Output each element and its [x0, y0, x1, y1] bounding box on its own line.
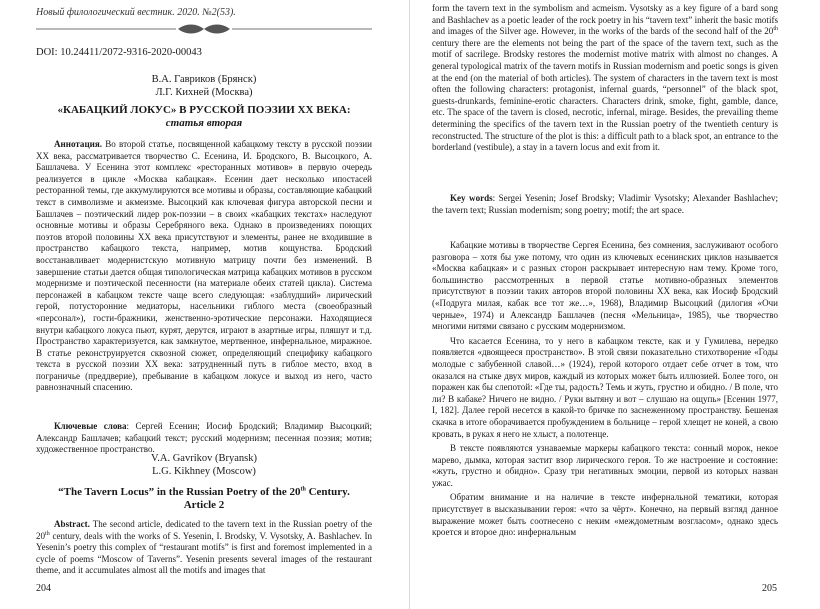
title-en	[36, 486, 372, 512]
title-en-article: Article 2	[183, 499, 225, 511]
abstract-en: Abstract. The second article, dedicated to the tavern text in the Russian poetry of the 20th century, deals with the works of S. Yesenin, I. Brodsky, V. Vysotsky, A. Bashlachev. In Yesenin’s poetry this complex of “restaurant motifs” is first and foremost implemented in a cycle of poems “Moscow of Taverns”. Yesenin presents several images of the restaurant theme, and it accumulates almost all the motifs and images that	[36, 519, 372, 576]
authors-en	[36, 452, 372, 478]
body-paragraph: Обратим внимание и на наличие в тексте инфернальной тематики, которая присутствует в высказывании героя: «что за чёрт». Конечно, на первый взгляд данное выражение может быть соотнесено с неким «междометным возгласом», однако здесь кроется и второе дно: инфернальным	[432, 492, 778, 538]
doi: DOI: 10.24411/2072-9316-2020-00043	[36, 47, 202, 58]
ornament-divider	[36, 24, 372, 34]
body-paragraph: В тексте появляются узнаваемые маркеры кабацкого текста: сонный морок, некое марево, дымка, которая застит взор лирического героя. То же настроение и состояние: «жуть, грустно и обидно». Сразу три негативных эмоции, первой из которых назван ужас.	[432, 443, 778, 488]
annotation-ru	[36, 139, 372, 394]
body-paragraph: Что касается Есенина, то у него в кабацком тексте, как и у Гумилева, нередко появляется «двоящееся пространство». В этой связи показательно стихотворение «Годы молодые с забубенной славой…» (1924), герой которого отдает себе отчет в том, что оказался на стыке двух миров, каждый из которых может быть иллюзией. Более того, он поражен как бы слепотой: «Где ты, радость? Темь и жуть, грустно и обидно. / В поле, что ли? В кабаке? Ничего не видно. / Руки вытяну и вот – слушаю на ощупь» [Есенин 1977, I, 182]. Далее герой несется в какой-то бричке по заснеженному пространству. Бешеная скачка в итоге оборачивается пробуждением в больнице – герой хлещет не коней, а свою кровать, в руках я него не хлыст, а полотенце.	[432, 335, 778, 439]
keywords-ru-text: : Сергей Есенин; Иосиф Бродский; Владимир Высоцкий; Александр Башлачев; кабацкий текст; русский модернизм; песенная поэзия; мотив; художественное пространство.	[36, 421, 372, 455]
body-paragraph: Кабацкие мотивы в творчестве Сергея Есенина, без сомнения, заслуживают особого разговора – хотя бы уже потому, что один из ключевых есенинских циклов называется «Москва кабацкая» и с разных сторон раскрывает интересную нам тему. Кроме того, большинство рассмотренных в первой статье мотивно-образных элементов присутствуют в поэзии таких авторов второй половины XX века, как Иосиф Бродский («Подруга милая, кабак все тот же…», 1968), Владимир Высоцкий (дилогия «Очи черные», 1974) и Александр Башлачев (песня «Мельница», 1985), чье творчество многими нитями связано с русским модернизмом.	[432, 240, 778, 332]
author-en-2: L.G. Kikhney (Moscow)	[152, 466, 256, 477]
annotation-ru-label: Аннотация.	[54, 139, 103, 149]
title-ru-subtitle: статья вторая	[165, 117, 243, 129]
title-en-main: “The Tavern Locus” in the Russian Poetry of the 20th Century.	[58, 486, 350, 498]
author-en-1: V.A. Gavrikov (Bryansk)	[151, 453, 257, 464]
keywords-en	[432, 193, 778, 216]
keywords-ru-label: Ключевые слова	[54, 421, 127, 431]
keywords-en-label: Key words	[450, 193, 493, 203]
running-head: Новый филологический вестник. 2020. №2(53).	[36, 7, 236, 18]
page-number-right: 205	[762, 583, 777, 594]
title-ru-main: «КАБАЦКИЙ ЛОКУС» В РУССКОЙ ПОЭЗИИ XX ВЕКА:	[57, 104, 351, 116]
authors-ru	[36, 73, 372, 99]
annotation-ru-text: Во второй статье, посвященной кабацкому тексту в русской поэзии XX века, рассматривается творчество С. Есенина, И. Бродского, В. Высоцкого, А. Башлачева. У Есенина этот комплекс «ресторанных мотивов» в первую очередь реализуется в цикле «Москва кабацкая». Есенин дает несколько ипостасей ресторанной темы, где аккумулируются все мотивы и образы, составляющие кабацкий текст в символизме и акмеизме. Высоцкий как ключевая фигура авторской песни и Башлачев – поэтический лидер рок-поэзии – в своих «кабацких текстах» наследуют основные мотивы и образы Серебряного века. Однако в произведениях поющих поэтов второй половины XX века присутствуют и элементы, ранее не входившие в пространство кабацкого текста, например, мотив кощунства. Бродский восстанавливает модернистскую мотивную матрицу почти без изменений. В завершение статьи дается общая типологическая матрица кабацких мотивов в русском модернизме и поэтической песенности (на материале обеих статей цикла). Система персонажей в кабацком тексте чаще всего следующая: «заблудший» лирический герой, потусторонние медиаторы, насельники гиблого места (своеобразный «персонал»), гости-бражники, женственно-эротические персонажи. Находящиеся внутри кабацкого локуса пьют, курят, дерутся, играют в азартные игры, пляшут и т.д. Пространство характеризуется, как замкнутое, мертвенное, инфернальное, миражное. В статье реконструируется сквозной сюжет, определяющий специфику кабацкого текста в русской поэзии XX века: затрудненный путь в гиблое место, вход в пограничье (преддверие), пребывание в кабацком локусе и выход из него, часто равнозначный спасению.	[36, 139, 372, 393]
keywords-ru	[36, 421, 372, 456]
right-page	[410, 0, 820, 609]
author-ru-2: Л.Г. Кихней (Москва)	[155, 87, 253, 98]
page-number-left: 204	[36, 583, 51, 594]
abstract-en-continued: form the tavern text in the symbolism and acmeism. Vysotsky as a key figure of a bard song and Bashlachev as a poetic leader of the rock poetry in his “tavern text” inherit the basic motifs and images of the Silver age. However, in the works of the bards of the second half of the 20th century there are the elements not being the part of the space of the tavern text, such as the motif of sacrilege. Brodsky restores the modernist motive matrix with almost no changes. A general typological matrix of the tavern motifs in Russian modernism and poetic songs is given at the end (on the material of both articles). The system of characters in the tavern text is most often the following characters: protagonist, infernal guards, “personnel” of the black spot, guests-drunkards, feminine-erotic characters. Characters drink, smoke, fight, gamble, dance, etc. The space of the tavern is closed, necrotic, infernal, mirage. Besides, the prevailing theme determining the specifics of the tavern text in the Russian poetry of the twentieth century is reconstructed. The structure of the plot is this: a difficult path to a black spot, an entrance to the borderland (vestibule), a stay in a tavern locus and exit from it.	[432, 3, 778, 153]
abstract-en-label: Abstract.	[54, 519, 90, 529]
title-ru	[36, 104, 372, 130]
body-text-ru	[432, 240, 778, 539]
keywords-en-text: : Sergei Yesenin; Josef Brodsky; Vladimir Vysotsky; Alexander Bashlachev; the tavern text; Russian modernism; song poetry; motif; the art space.	[432, 193, 778, 215]
author-ru-1: В.А. Гавриков (Брянск)	[151, 74, 257, 85]
